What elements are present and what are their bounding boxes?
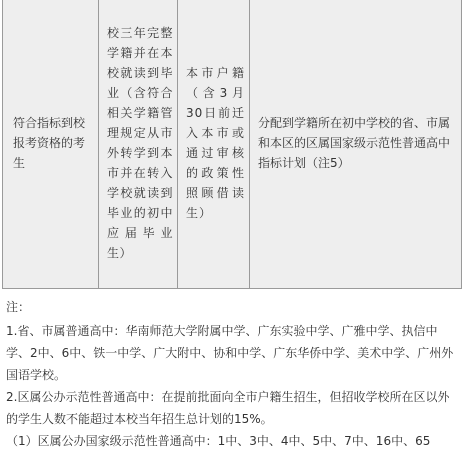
notes-section: [6, 296, 458, 452]
table-row: [3, 0, 462, 289]
note-item-3: （1）区属公办国家级示范性普通高中：1中、3中、4中、5中、7中、16中、65: [6, 434, 431, 448]
condition-text: 校三年完整学籍并在本校就读到毕业（含符合相关学籍管理规定从市外转学到本市并在转入学校就读到毕业的初中应届毕业生）: [107, 26, 173, 260]
household-cell: [178, 0, 250, 289]
condition-cell: [99, 0, 178, 289]
admission-table: [2, 0, 462, 289]
notes-label: 注：: [6, 300, 31, 314]
note-item-1: 1.省、市属普通高中：华南师范大学附属中学、广东实验中学、广雅中学、执信中学、2中、6中、铁一中学、广大附中、协和中学、广东华侨中学、美术中学、广州外国语学校。: [6, 324, 454, 382]
category-cell: [3, 0, 99, 289]
note-item-2: 2.区属公办示范性普通高中：在提前批面向全市户籍生招生，但招收学校所在区以外的学生人数不能超过本校当年招生总计划的15%。: [6, 390, 450, 426]
allocation-text: 分配到学籍所在初中学校的省、市属和本区的区属国家级示范性普通高中指标计划（注5）: [258, 116, 451, 170]
household-text: 本市户籍（含3月30日前迁入本市或通过审核的政策性照顾借读生）: [186, 66, 245, 220]
allocation-cell: [250, 0, 462, 289]
category-text: 符合指标到校报考资格的考生: [13, 116, 86, 170]
